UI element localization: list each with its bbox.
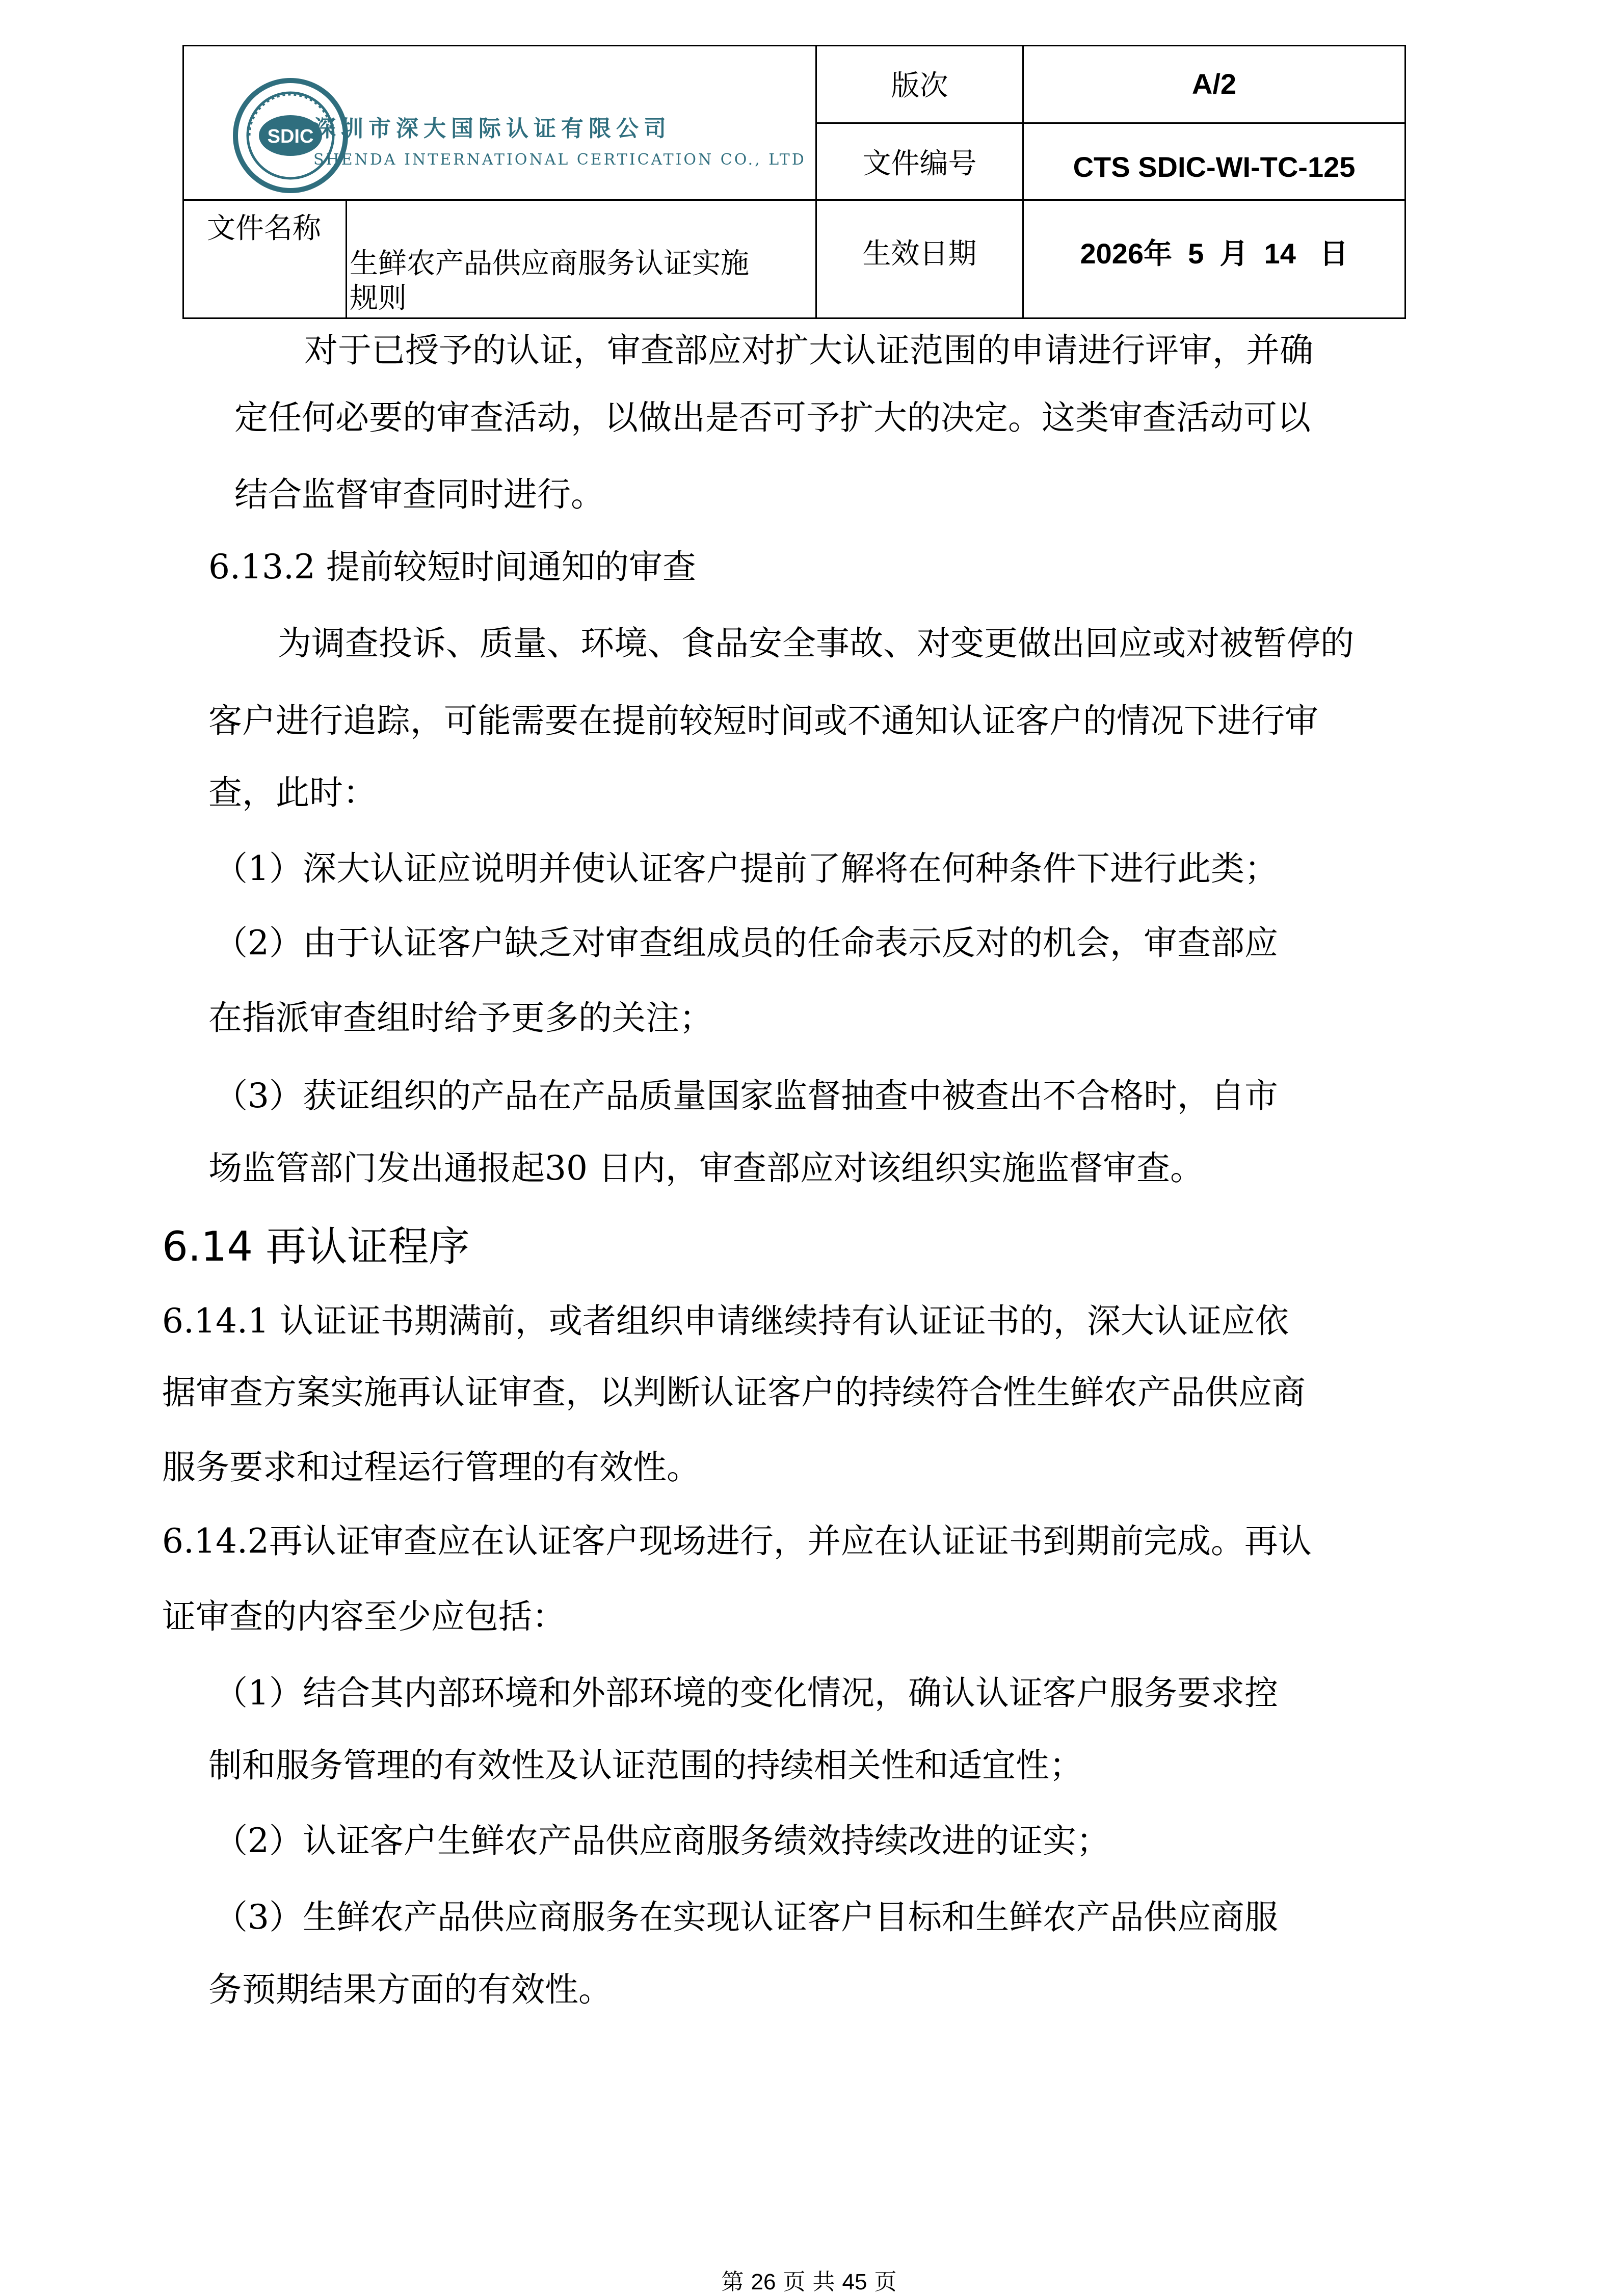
page-number: 26 — [751, 2270, 776, 2294]
list-item: 制和服务管理的有效性及认证范围的持续相关性和适宜性； — [208, 1746, 1083, 1785]
effective-date-label: 生效日期 — [862, 237, 977, 271]
paragraph-line: 据审查方案实施再认证审查，以判断认证客户的持续符合性生鲜农产品供应商 — [162, 1373, 1306, 1412]
doc-name-label: 文件名称 — [207, 212, 321, 245]
list-item: （1）深大认证应说明并使认证客户提前了解将在何种条件下进行此类； — [214, 849, 1278, 888]
section-heading: 6.13.2 提前较短时间通知的审查 — [208, 547, 696, 586]
paragraph-line: 为调查投诉、质量、环境、食品安全事故、对变更做出回应或对被暂停的 — [278, 624, 1354, 663]
doc-name-value-line1: 生鲜农产品供应商服务认证实施 — [350, 247, 749, 280]
doc-number-value: CTS SDIC-WI-TC-125 — [1073, 150, 1356, 183]
page-total: 45 — [842, 2270, 867, 2294]
footer-prefix: 第 — [721, 2269, 744, 2295]
version-value: A/2 — [1191, 67, 1237, 100]
table-border-right — [1404, 45, 1406, 319]
company-logo — [229, 74, 806, 197]
paragraph-line: 客户进行追踪，可能需要在提前较短时间或不通知认证客户的情况下进行审 — [208, 701, 1318, 740]
paragraph-line: 6.14.1 认证证书期满前，或者组织申请继续持有认证证书的，深大认证应依 — [162, 1301, 1289, 1341]
list-item: 务预期结果方面的有效性。 — [208, 1970, 612, 2009]
paragraph-line: 查，此时： — [208, 773, 377, 812]
svg-text:SDIC: SDIC — [267, 126, 314, 147]
paragraph-line: 结合监督审查同时进行。 — [234, 475, 604, 514]
list-item: 场监管部门发出通报起30 日内，审查部应对该组织实施监督审查。 — [208, 1149, 1204, 1188]
company-name-cn: 深圳市深大国际认证有限公司 — [313, 116, 671, 142]
list-item: 在指派审查组时给予更多的关注； — [208, 998, 713, 1037]
doc-name-value-line2: 规则 — [350, 282, 407, 315]
effective-date-value: 2026年 5 月 14 日 — [1080, 237, 1348, 270]
table-divider — [346, 199, 347, 319]
paragraph-line: 对于已授予的认证，审查部应对扩大认证范围的申请进行评审，并确 — [304, 331, 1313, 370]
version-label: 版次 — [891, 69, 948, 102]
footer-mid: 页 共 — [783, 2269, 835, 2295]
paragraph-line: 服务要求和过程运行管理的有效性。 — [162, 1448, 700, 1487]
paragraph-line: 证审查的内容至少应包括： — [162, 1597, 566, 1636]
footer-suffix: 页 — [874, 2269, 897, 2295]
document-header-table — [182, 45, 1406, 319]
list-item: （3）生鲜农产品供应商服务在实现认证客户目标和生鲜农产品供应商服 — [214, 1898, 1278, 1937]
list-item: （2）由于认证客户缺乏对审查组成员的任命表示反对的机会，审查部应 — [214, 923, 1278, 963]
table-border-bottom — [182, 317, 1406, 319]
list-item: （3）获证组织的产品在产品质量国家监督抽查中被查出不合格时，自市 — [214, 1076, 1278, 1115]
paragraph-line: 定任何必要的审查活动，以做出是否可予扩大的决定。这类审查活动可以 — [234, 398, 1311, 437]
page-footer — [0, 2263, 1618, 2296]
table-border-left — [182, 45, 184, 319]
list-item: （2）认证客户生鲜农产品供应商服务绩效持续改进的证实； — [214, 1821, 1110, 1860]
paragraph-line: 6.14.2再认证审查应在认证客户现场进行，并应在认证证书到期前完成。再认 — [162, 1521, 1312, 1561]
doc-number-label: 文件编号 — [862, 147, 977, 180]
section-title: 6.14 再认证程序 — [162, 1223, 470, 1270]
company-name-en: SHENDA INTERNATIONAL CERTICATION CO., LTD — [313, 151, 806, 169]
list-item: （1）结合其内部环境和外部环境的变化情况，确认认证客户服务要求控 — [214, 1673, 1278, 1713]
